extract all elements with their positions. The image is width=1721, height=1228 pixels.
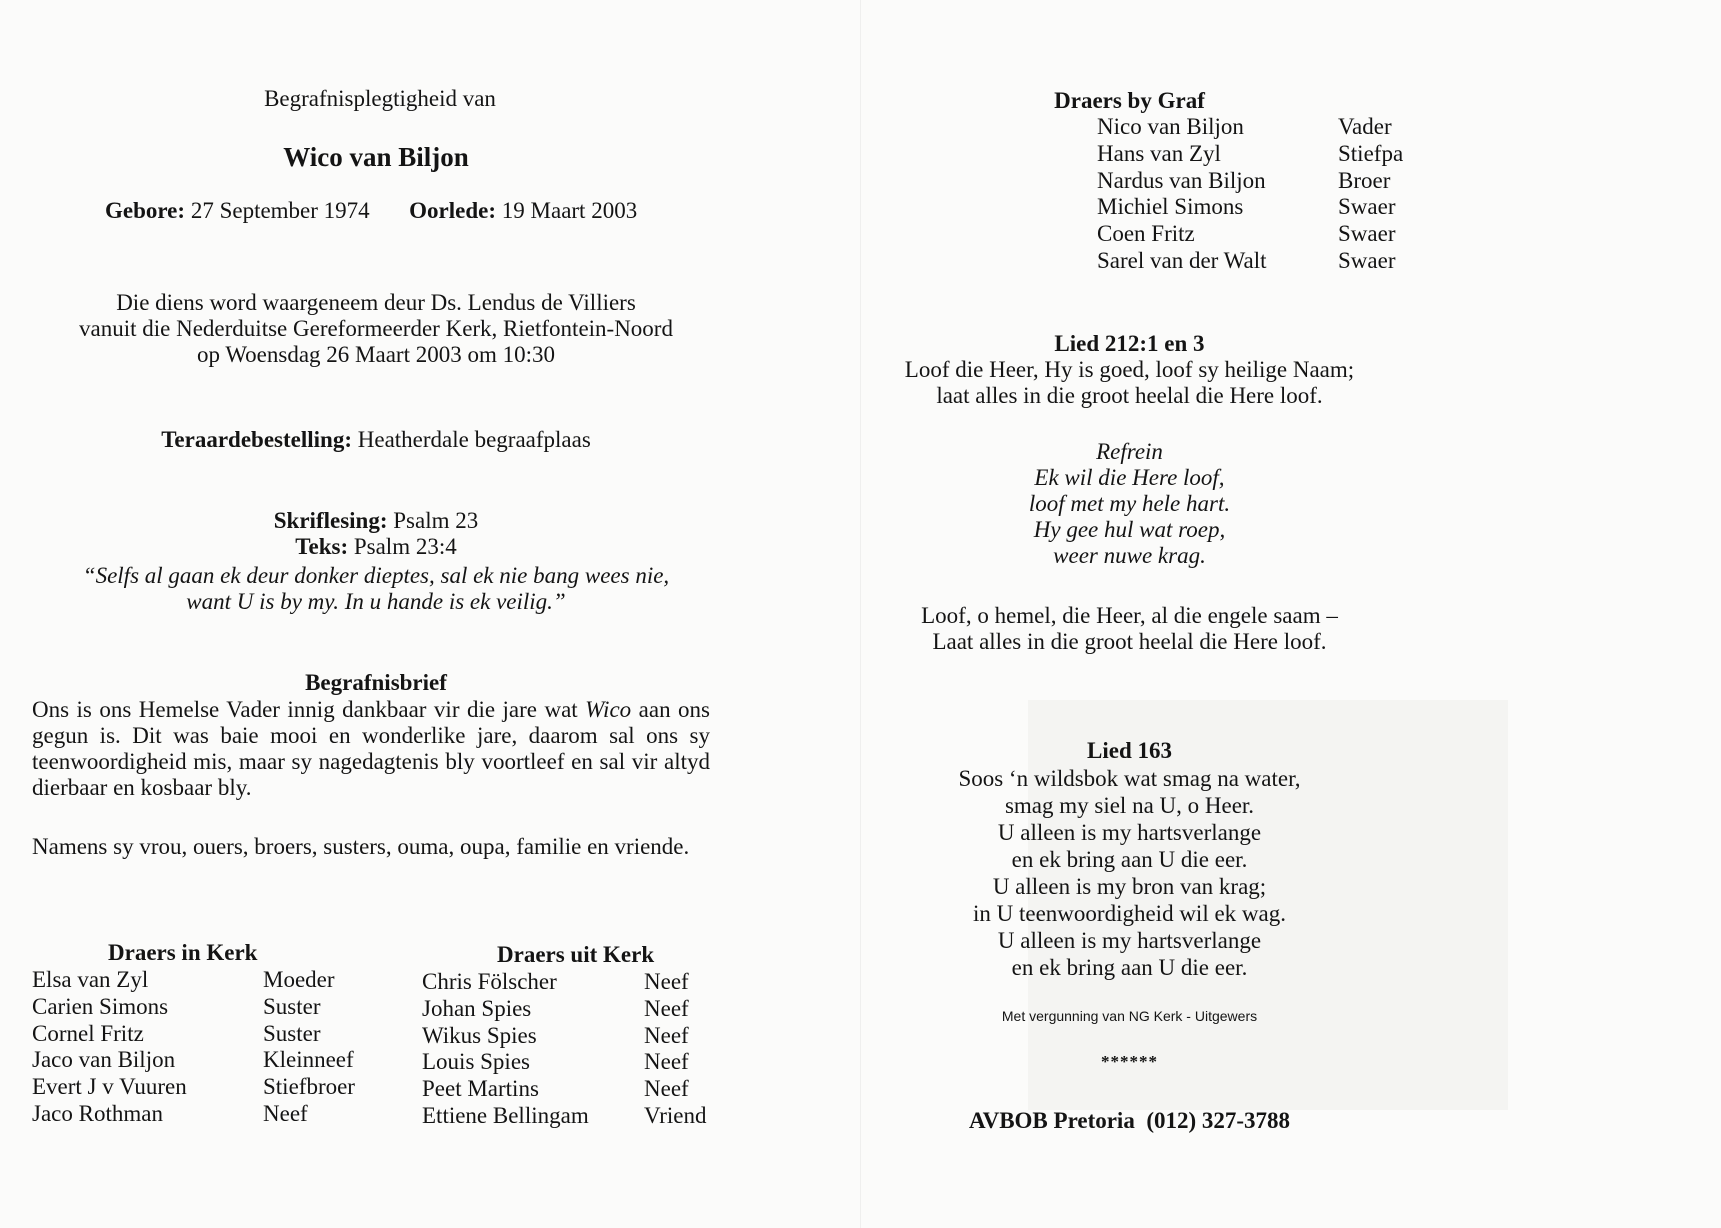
bearer-relation: Neef <box>263 1100 308 1126</box>
hymn-line: Laat alles in die groot heelal die Here loof. <box>932 629 1327 654</box>
died-date: 19 Maart 2003 <box>501 198 638 223</box>
bearer-name: Cornel Fritz <box>32 1020 144 1046</box>
hymn-line: in U teenwoordigheid wil ek wag. <box>973 901 1286 926</box>
hymn-line: U alleen is my bron van krag; <box>992 874 1267 899</box>
bearer-name: Louis Spies <box>422 1049 530 1075</box>
bearer-name: Sarel van der Walt <box>1097 247 1267 273</box>
service-line: Die diens word waargeneem deur Ds. Lendus de Villiers <box>116 290 636 315</box>
burial-place: Heatherdale begraafplaas <box>357 427 591 452</box>
born-date: 27 September 1974 <box>190 198 370 223</box>
list-item <box>1097 141 1417 168</box>
service-details <box>0 290 752 368</box>
list-item <box>32 967 362 994</box>
burial-label: Teraardebestelling: <box>161 427 352 452</box>
dates-line <box>105 198 637 224</box>
list-item <box>422 1076 722 1103</box>
hymn-line: Soos ‘n wildsbok wat smag na water, <box>958 766 1301 791</box>
hymn-line: U alleen is my hartsverlange <box>997 928 1262 953</box>
list-item <box>1097 114 1417 141</box>
text-value: Psalm 23:4 <box>353 534 457 559</box>
grave-bearers-heading: Draers by Graf <box>1054 88 1205 113</box>
hymn2-verse <box>860 765 1399 981</box>
bearer-relation: Kleinneef <box>263 1047 354 1073</box>
hymn-line: smag my siel na U, o Heer. <box>1004 793 1255 818</box>
list-item <box>422 1023 722 1050</box>
bearer-relation: Vader <box>1338 114 1392 139</box>
right-page <box>860 0 1721 1228</box>
burial-line <box>0 427 752 453</box>
letter-body <box>32 697 710 801</box>
list-item <box>422 1049 722 1076</box>
bearer-name: Coen Fritz <box>1097 221 1195 247</box>
bearer-name: Michiel Simons <box>1097 194 1244 220</box>
refrain-line: Ek wil die Here loof, <box>1034 465 1225 490</box>
bearer-name: Johan Spies <box>422 995 532 1021</box>
bearer-name: Wikus Spies <box>422 1022 537 1048</box>
out-bearers-heading: Draers uit Kerk <box>497 942 655 967</box>
refrain-line: weer nuwe krag. <box>1053 543 1206 568</box>
deceased-name: Wico van Biljon <box>283 142 469 172</box>
text-label: Teks: <box>295 534 349 559</box>
bearer-relation: Neef <box>644 1022 689 1048</box>
bearer-relation: Stiefbroer <box>263 1074 355 1100</box>
list-item <box>32 1101 362 1128</box>
bearer-relation: Suster <box>263 1020 321 1046</box>
reading-value: Psalm 23 <box>393 508 479 533</box>
refrain-line: loof met my hele hart. <box>1028 491 1231 516</box>
list-item <box>422 1103 722 1130</box>
bearer-name: Ettiene Bellingam <box>422 1102 589 1128</box>
footer-avbob: AVBOB Pretoria (012) 327-3788 <box>968 1108 1291 1133</box>
refrain-label: Refrein <box>1096 439 1163 464</box>
hymn1-verse <box>860 357 1399 409</box>
bearer-relation: Moeder <box>263 967 335 992</box>
bearer-relation: Swaer <box>1338 221 1396 247</box>
born-label: Gebore: <box>105 198 186 223</box>
bearer-relation: Vriend <box>644 1102 707 1128</box>
letter-name: Wico <box>585 697 632 722</box>
list-item <box>32 1047 362 1074</box>
list-item <box>422 969 722 996</box>
letter-heading: Begrafnisbrief <box>305 670 447 695</box>
letter-text: Ons is ons Hemelse Vader innig dankbaar vir die jare wat <box>32 697 586 722</box>
bearer-relation: Broer <box>1338 167 1391 193</box>
bearer-relation: Swaer <box>1338 247 1396 273</box>
letter-closing: Namens sy vrou, ouers, broers, susters, ouma, oupa, familie en vriende. <box>32 834 690 859</box>
bearer-relation: Neef <box>644 969 689 994</box>
list-item <box>422 996 722 1023</box>
service-line: vanuit die Nederduitse Gereformeerder Kerk, Rietfontein-Noord <box>79 316 673 341</box>
list-item <box>1097 221 1417 248</box>
hymn-line: en ek bring aan U die eer. <box>1011 955 1248 980</box>
bearer-name: Elsa van Zyl <box>32 967 149 992</box>
bearer-name: Nardus van Biljon <box>1097 167 1266 193</box>
list-item <box>1097 168 1417 195</box>
died-label: Oorlede: <box>409 198 497 223</box>
bearer-relation: Neef <box>644 995 689 1021</box>
list-item <box>1097 248 1417 275</box>
bearer-name: Hans van Zyl <box>1097 140 1221 166</box>
hymn1-verse3 <box>860 603 1399 655</box>
bearer-name: Nico van Biljon <box>1097 114 1244 139</box>
bearer-name: Jaco Rothman <box>32 1100 163 1126</box>
bearer-name: Evert J v Vuuren <box>32 1074 187 1100</box>
reading-block <box>0 508 752 560</box>
bearer-name: Peet Martins <box>422 1076 539 1102</box>
quote-line: want U is by my. In u hande is ek veilig.” <box>186 589 566 614</box>
bearer-relation: Suster <box>263 993 321 1019</box>
intro-line: Begrafnisplegtigheid van <box>264 86 496 111</box>
list-item <box>32 1074 362 1101</box>
scripture-quote <box>0 563 752 615</box>
bearer-name: Carien Simons <box>32 993 169 1019</box>
hymn-line: U alleen is my hartsverlange <box>997 820 1262 845</box>
hymn-line: Loof, o hemel, die Heer, al die engele saam – <box>921 603 1338 628</box>
letter-text: aan ons gegun is. Dit was baie mooi en wonderlike jare, daarom sal ons sy teenwoordigheid mis, maar sy nagedagtenis bly voortleef en sal vir altyd dierbaar en kosbaar bly. <box>32 697 710 800</box>
hymn-line: Loof die Heer, Hy is goed, loof sy heilige Naam; <box>904 357 1355 382</box>
refrain-line: Hy gee hul wat roep, <box>1033 517 1226 542</box>
bearer-relation: Neef <box>644 1049 689 1075</box>
grave-bearers-list <box>1097 114 1417 275</box>
hymn-line: en ek bring aan U die eer. <box>1011 847 1248 872</box>
bearer-name: Jaco van Biljon <box>32 1047 176 1073</box>
separator-stars: ****** <box>1101 1052 1158 1071</box>
bearer-name: Chris Fölscher <box>422 969 557 994</box>
permission-note: Met vergunning van NG Kerk - Uitgewers <box>1001 1008 1258 1024</box>
list-item <box>32 994 362 1021</box>
quote-line: “Selfs al gaan ek deur donker dieptes, sal ek nie bang wees nie, <box>82 563 670 588</box>
service-line: op Woensdag 26 Maart 2003 om 10:30 <box>196 342 556 367</box>
list-item <box>1097 194 1417 221</box>
reading-label: Skriflesing: <box>273 508 388 533</box>
bearer-relation: Neef <box>644 1076 689 1102</box>
bearer-relation: Swaer <box>1338 194 1396 220</box>
hymn-line: laat alles in die groot heelal die Here loof. <box>936 383 1323 408</box>
hymn2-title: Lied 163 <box>1087 738 1172 763</box>
hymn1-title: Lied 212:1 en 3 <box>1054 331 1205 356</box>
refrain-block <box>860 439 1399 569</box>
church-bearers-heading: Draers in Kerk <box>108 940 258 965</box>
left-page <box>0 0 860 1228</box>
out-bearers-list <box>422 969 722 1130</box>
bearer-relation: Stiefpa <box>1338 140 1404 166</box>
list-item <box>32 1021 362 1048</box>
church-bearers-list <box>32 967 362 1128</box>
